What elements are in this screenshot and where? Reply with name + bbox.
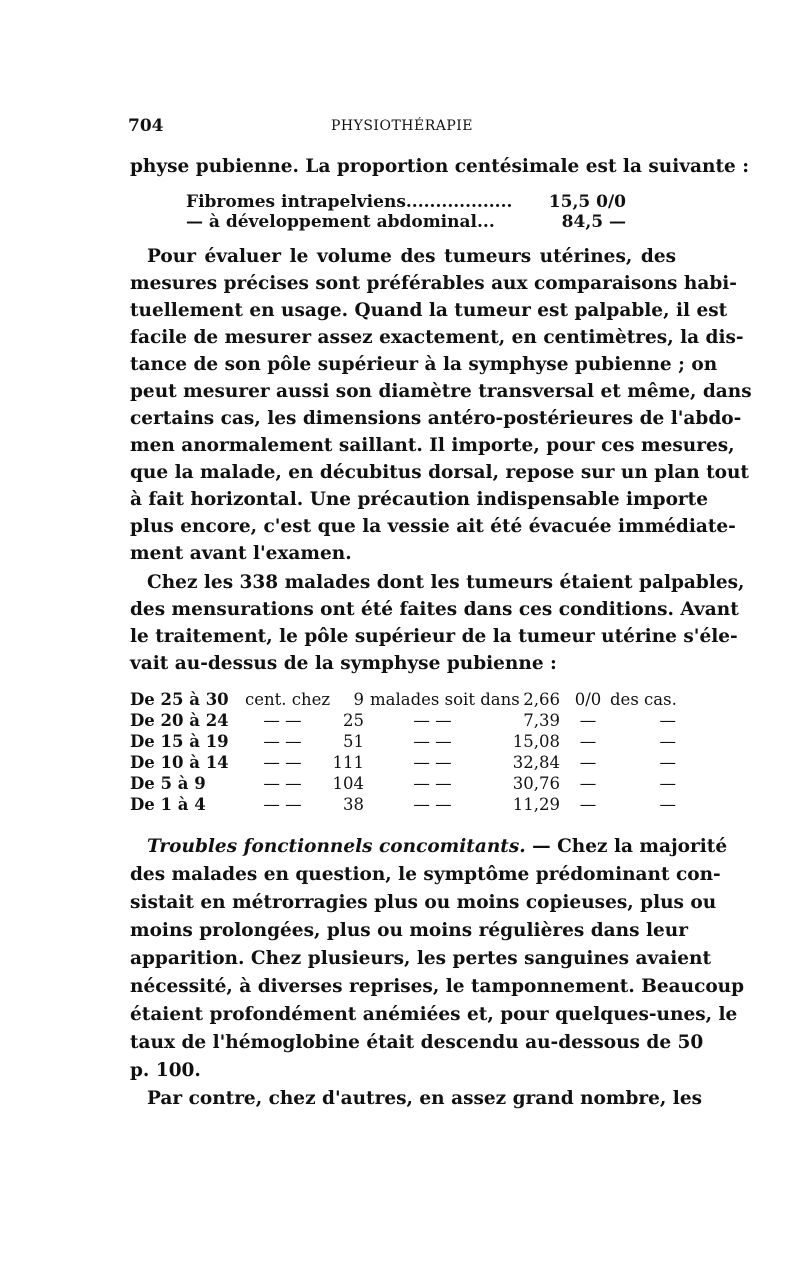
text-line: certains cas, les dimensions antéro-postérieures de l'abdo- bbox=[130, 408, 742, 429]
text-line: que la malade, en décubitus dorsal, repose sur un plan tout bbox=[130, 462, 749, 483]
unit-cell: cent. chez bbox=[245, 690, 331, 709]
text-line: étaient profondément anémiées et, pour quelques-unes, le bbox=[130, 1004, 738, 1025]
percent-unit-cell: — bbox=[579, 795, 597, 814]
percent-unit-cell: — bbox=[579, 711, 597, 730]
text-line: taux de l'hémoglobine était descendu au-dessous de 50 bbox=[130, 1032, 704, 1053]
text-line: vait au-dessus de la symphyse pubienne : bbox=[130, 653, 557, 674]
count-cell: 51 bbox=[343, 732, 364, 751]
word-cell: — — bbox=[413, 711, 452, 730]
percent-cell: 11,29 bbox=[512, 795, 560, 814]
range-cell: De 20 à 24 bbox=[130, 711, 229, 730]
text-line: des mensurations ont été faites dans ces conditions. Avant bbox=[130, 599, 739, 620]
word-cell: malades soit dans bbox=[370, 690, 520, 709]
percent-unit-cell: 0/0 bbox=[574, 690, 602, 709]
section-heading: Troubles fonctionnels concomitants. bbox=[147, 836, 526, 857]
text-line: p. 100. bbox=[130, 1060, 201, 1081]
unit-cell: — — bbox=[263, 753, 302, 772]
text-line: des malades en question, le symptôme prédominant con- bbox=[130, 864, 721, 885]
section-first-line bbox=[147, 836, 728, 857]
text-line: peut mesurer aussi son diamètre transversal et même, dans bbox=[130, 381, 752, 402]
text-line: tuellement en usage. Quand la tumeur est palpable, il est bbox=[130, 300, 728, 321]
text-line: men anormalement saillant. Il importe, pour ces mesures, bbox=[130, 435, 735, 456]
percent-cell: 7,39 bbox=[523, 711, 560, 730]
range-cell: De 10 à 14 bbox=[130, 753, 229, 772]
text-line: Pour évaluer le volume des tumeurs utérines, des bbox=[147, 246, 676, 267]
table-row bbox=[130, 690, 676, 711]
text-line: tance de son pôle supérieur à la symphyse pubienne ; on bbox=[130, 354, 718, 375]
running-title: PHYSIOTHÉRAPIE bbox=[330, 118, 474, 134]
word-cell: — — bbox=[413, 774, 452, 793]
percent-cell: 15,08 bbox=[512, 732, 560, 751]
tail-cell: — bbox=[659, 774, 676, 793]
range-cell: De 1 à 4 bbox=[130, 795, 206, 814]
text-line: Chez les 338 malades dont les tumeurs étaient palpables, bbox=[147, 572, 745, 593]
proportion-value: 15,5 0/0 bbox=[548, 192, 626, 212]
percent-cell: 2,66 bbox=[523, 690, 560, 709]
text-line: le traitement, le pôle supérieur de la tumeur utérine s'éle- bbox=[130, 626, 738, 647]
count-cell: 38 bbox=[343, 795, 364, 814]
text-line: apparition. Chez plusieurs, les pertes sanguines avaient bbox=[130, 948, 712, 969]
proportion-value: 84,5 — bbox=[561, 212, 626, 232]
tail-cell: — bbox=[659, 711, 676, 730]
text-line: mesures précises sont préférables aux comparaisons habi- bbox=[130, 273, 737, 294]
tail-cell: — bbox=[659, 753, 676, 772]
percent-cell: 32,84 bbox=[512, 753, 560, 772]
text-line: moins prolongées, plus ou moins régulières dans leur bbox=[130, 920, 688, 941]
count-cell: 25 bbox=[343, 711, 364, 730]
unit-cell: — — bbox=[263, 774, 302, 793]
word-cell: — — bbox=[413, 753, 452, 772]
section-first-line-rest: — Chez la majorité bbox=[532, 836, 728, 857]
page-number: 704 bbox=[128, 116, 164, 136]
tail-cell: — bbox=[659, 795, 676, 814]
range-cell: De 25 à 30 bbox=[130, 690, 229, 709]
range-cell: De 5 à 9 bbox=[130, 774, 206, 793]
unit-cell: — — bbox=[263, 795, 302, 814]
tail-cell: — bbox=[659, 732, 676, 751]
table-row bbox=[130, 774, 676, 795]
tail-cell: des cas. bbox=[610, 690, 677, 709]
text-line: Par contre, chez d'autres, en assez grand nombre, les bbox=[147, 1088, 703, 1109]
proportion-label: — à développement abdominal... bbox=[186, 212, 495, 232]
count-cell: 111 bbox=[332, 753, 364, 772]
count-cell: 9 bbox=[353, 690, 364, 709]
table-row bbox=[130, 795, 676, 816]
running-head bbox=[128, 116, 676, 140]
percent-unit-cell: — bbox=[579, 732, 597, 751]
table-row bbox=[130, 753, 676, 774]
count-cell: 104 bbox=[332, 774, 364, 793]
word-cell: — — bbox=[413, 795, 452, 814]
proportion-label: Fibromes intrapelviens.................. bbox=[186, 192, 513, 212]
unit-cell: — — bbox=[263, 711, 302, 730]
text-line: facile de mesurer assez exactement, en centimètres, la dis- bbox=[130, 327, 744, 348]
table-row bbox=[130, 711, 676, 732]
text-line: à fait horizontal. Une précaution indispensable importe bbox=[130, 489, 708, 510]
percent-unit-cell: — bbox=[579, 753, 597, 772]
percent-unit-cell: — bbox=[579, 774, 597, 793]
text-line: nécessité, à diverses reprises, le tamponnement. Beaucoup bbox=[130, 976, 745, 997]
word-cell: — — bbox=[413, 732, 452, 751]
text-line: ment avant l'examen. bbox=[130, 543, 352, 564]
measurement-table bbox=[130, 690, 676, 816]
range-cell: De 15 à 19 bbox=[130, 732, 229, 751]
table-row bbox=[130, 732, 676, 753]
text-line: plus encore, c'est que la vessie ait été évacuée immédiate- bbox=[130, 516, 736, 537]
intro-line: physe pubienne. La proportion centésimale est la suivante : bbox=[130, 156, 750, 177]
text-line: sistait en métrorragies plus ou moins copieuses, plus ou bbox=[130, 892, 717, 913]
percent-cell: 30,76 bbox=[512, 774, 560, 793]
unit-cell: — — bbox=[263, 732, 302, 751]
